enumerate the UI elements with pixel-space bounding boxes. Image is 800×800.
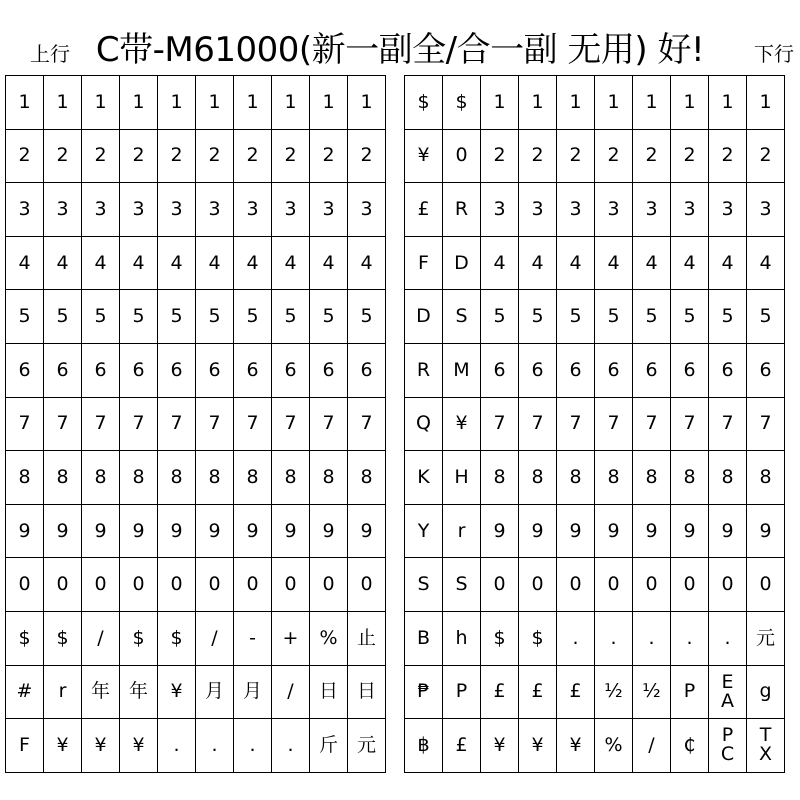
left-grid-cell: 8 [82, 451, 120, 505]
right-grid-cell: F [405, 236, 443, 290]
left-grid-cell: r [44, 665, 82, 719]
right-grid-cell: ½ [595, 665, 633, 719]
left-grid-row [6, 665, 386, 719]
right-grid-row [405, 183, 785, 237]
left-grid-cell: 9 [234, 504, 272, 558]
right-grid-cell: 2 [557, 129, 595, 183]
right-grid-cell: 7 [633, 397, 671, 451]
left-grid-cell: 元 [348, 719, 386, 773]
right-grid-cell: ฿ [405, 719, 443, 773]
right-grid-cell: 7 [557, 397, 595, 451]
right-grid-cell: 3 [747, 183, 785, 237]
right-grid-cell: 8 [747, 451, 785, 505]
right-grid-cell: 9 [747, 504, 785, 558]
left-grid-row [6, 290, 386, 344]
left-grid-cell: 5 [6, 290, 44, 344]
left-grid-cell: 斤 [310, 719, 348, 773]
left-grid-cell: 3 [348, 183, 386, 237]
left-grid-cell: 8 [348, 451, 386, 505]
right-grid-cell: 6 [557, 343, 595, 397]
right-grid-cell: 7 [519, 397, 557, 451]
left-grid-cell: 月 [196, 665, 234, 719]
left-grid-cell: 9 [6, 504, 44, 558]
left-grid-cell: 1 [120, 76, 158, 130]
left-grid-row [6, 451, 386, 505]
right-grid-cell: 元 [747, 611, 785, 665]
right-grid-cell: Q [405, 397, 443, 451]
left-grid-cell: 4 [310, 236, 348, 290]
right-grid-cell: $ [519, 611, 557, 665]
right-grid-cell: 3 [671, 183, 709, 237]
right-grid-row [405, 76, 785, 130]
up-label: 上行 [30, 42, 70, 66]
left-grid-cell: # [6, 665, 44, 719]
left-grid-cell: 7 [82, 397, 120, 451]
page-title: C带-M61000(新一副全/合一副 无用) 好! [95, 30, 705, 70]
left-grid-cell: 7 [196, 397, 234, 451]
right-grid-cell: 2 [519, 129, 557, 183]
right-grid-row [405, 451, 785, 505]
left-grid-cell: 5 [44, 290, 82, 344]
left-grid-cell: . [272, 719, 310, 773]
right-grid-cell: 0 [443, 129, 481, 183]
right-grid-cell: 2 [671, 129, 709, 183]
left-grid-cell: 9 [310, 504, 348, 558]
right-grid-cell: S [405, 558, 443, 612]
right-grid-row [405, 504, 785, 558]
left-grid-cell: 9 [120, 504, 158, 558]
right-grid-cell: 5 [595, 290, 633, 344]
left-grid-cell: 8 [120, 451, 158, 505]
right-grid-cell: 9 [519, 504, 557, 558]
right-grid-cell: 6 [709, 343, 747, 397]
left-grid-cell: 5 [196, 290, 234, 344]
right-grid-cell: £ [519, 665, 557, 719]
left-grid-cell: 8 [310, 451, 348, 505]
right-grid-cell: 2 [595, 129, 633, 183]
left-grid-cell: 2 [158, 129, 196, 183]
left-grid-cell: 8 [272, 451, 310, 505]
left-grid-row [6, 76, 386, 130]
right-grid-cell: 0 [633, 558, 671, 612]
right-grid-row [405, 236, 785, 290]
left-grid-cell: 2 [6, 129, 44, 183]
right-grid-cell: P [443, 665, 481, 719]
left-grid-cell: 6 [272, 343, 310, 397]
right-grid-cell: 5 [481, 290, 519, 344]
right-grid-cell: 4 [747, 236, 785, 290]
left-grid-cell: 0 [44, 558, 82, 612]
left-grid-cell: 8 [158, 451, 196, 505]
right-grid-cell: . [709, 611, 747, 665]
left-grid-cell: 2 [196, 129, 234, 183]
left-grid-cell: 5 [158, 290, 196, 344]
right-grid-cell: / [633, 719, 671, 773]
left-grid-cell: 8 [44, 451, 82, 505]
left-grid-cell: 5 [234, 290, 272, 344]
left-grid-cell: 1 [6, 76, 44, 130]
right-grid-cell: 6 [481, 343, 519, 397]
right-grid-cell: 5 [709, 290, 747, 344]
right-grid-cell: 6 [633, 343, 671, 397]
left-grid-cell: 2 [348, 129, 386, 183]
right-grid-cell: ¥ [405, 129, 443, 183]
right-grid-cell: 2 [709, 129, 747, 183]
left-grid-cell: 3 [272, 183, 310, 237]
right-grid-cell: 3 [633, 183, 671, 237]
left-grid-cell: 3 [82, 183, 120, 237]
right-grid-cell: 7 [671, 397, 709, 451]
left-grid-cell: 0 [348, 558, 386, 612]
left-grid-cell: 4 [348, 236, 386, 290]
left-grid-cell: $ [6, 611, 44, 665]
left-grid-cell: 0 [310, 558, 348, 612]
left-grid-cell: 9 [82, 504, 120, 558]
right-grid-cell: 9 [481, 504, 519, 558]
left-grid-cell: / [82, 611, 120, 665]
left-grid-cell: 6 [120, 343, 158, 397]
left-grid-cell: 3 [234, 183, 272, 237]
left-grid-row [6, 343, 386, 397]
left-grid-cell: 6 [348, 343, 386, 397]
left-grid-cell: $ [158, 611, 196, 665]
right-grid-cell: h [443, 611, 481, 665]
left-grid-cell: 4 [82, 236, 120, 290]
right-grid-cell: 4 [671, 236, 709, 290]
right-grid-cell: £ [443, 719, 481, 773]
right-grid-cell: 0 [671, 558, 709, 612]
right-grid-row [405, 719, 785, 773]
right-grid-cell: 3 [557, 183, 595, 237]
right-grid-cell: 3 [481, 183, 519, 237]
right-grid-cell: 6 [519, 343, 557, 397]
left-grid-cell: 3 [158, 183, 196, 237]
right-grid-cell: 5 [519, 290, 557, 344]
right-grid-cell: 1 [519, 76, 557, 130]
left-grid-cell: % [310, 611, 348, 665]
right-grid-cell: P C [709, 719, 747, 773]
right-grid-cell: 8 [709, 451, 747, 505]
right-grid-cell: E A [709, 665, 747, 719]
right-grid-row [405, 397, 785, 451]
right-grid-cell: ₵ [671, 719, 709, 773]
left-grid-cell: 月 [234, 665, 272, 719]
right-grid-cell: ₱ [405, 665, 443, 719]
right-grid-cell: . [671, 611, 709, 665]
left-grid-cell: 3 [120, 183, 158, 237]
right-grid-cell: £ [557, 665, 595, 719]
left-grid-cell: 4 [44, 236, 82, 290]
left-grid-cell: 0 [158, 558, 196, 612]
right-grid-cell: 9 [671, 504, 709, 558]
right-grid-row [405, 129, 785, 183]
right-grid-cell: ¥ [481, 719, 519, 773]
left-grid-cell: 3 [310, 183, 348, 237]
right-grid-cell: 9 [709, 504, 747, 558]
right-grid-cell: R [443, 183, 481, 237]
right-grid-cell: 0 [595, 558, 633, 612]
right-grid-cell: D [443, 236, 481, 290]
right-grid-cell: 3 [709, 183, 747, 237]
right-grid-cell: 7 [595, 397, 633, 451]
left-grid-cell: 4 [272, 236, 310, 290]
right-grid-cell: B [405, 611, 443, 665]
right-grid-cell: 2 [481, 129, 519, 183]
left-grid-cell: ¥ [158, 665, 196, 719]
right-grid-cell: ¥ [557, 719, 595, 773]
right-grid-cell: 2 [747, 129, 785, 183]
right-grid-cell: 7 [709, 397, 747, 451]
left-grid-cell: 5 [82, 290, 120, 344]
right-grid-cell: ¥ [443, 397, 481, 451]
left-grid-cell: - [234, 611, 272, 665]
left-grid-cell: 9 [196, 504, 234, 558]
left-grid-cell: 年 [82, 665, 120, 719]
left-grid-cell: 1 [82, 76, 120, 130]
right-grid-cell: K [405, 451, 443, 505]
left-grid-cell: 1 [44, 76, 82, 130]
right-grid-row [405, 290, 785, 344]
right-grid-cell: . [595, 611, 633, 665]
right-grid-cell: 9 [595, 504, 633, 558]
left-grid-cell: F [6, 719, 44, 773]
right-grid-cell: 8 [557, 451, 595, 505]
left-grid-cell: 6 [310, 343, 348, 397]
right-grid-cell: r [443, 504, 481, 558]
left-grid-row [6, 397, 386, 451]
left-grid-cell: 0 [234, 558, 272, 612]
right-grid-cell: P [671, 665, 709, 719]
left-grid-cell: $ [44, 611, 82, 665]
left-grid-cell: 5 [310, 290, 348, 344]
right-grid-cell: 1 [747, 76, 785, 130]
left-grid-cell: 1 [348, 76, 386, 130]
right-grid-cell: H [443, 451, 481, 505]
left-grid-cell: 7 [158, 397, 196, 451]
left-grid-row [6, 719, 386, 773]
left-grid-row [6, 236, 386, 290]
left-grid-cell: 6 [158, 343, 196, 397]
right-grid-cell: 3 [595, 183, 633, 237]
left-grid-cell: 9 [348, 504, 386, 558]
left-grid-cell: 9 [272, 504, 310, 558]
right-grid-cell: 2 [633, 129, 671, 183]
left-grid-cell: 5 [348, 290, 386, 344]
right-grid-cell: T X [747, 719, 785, 773]
left-grid-cell: 年 [120, 665, 158, 719]
left-grid-cell: 1 [158, 76, 196, 130]
left-grid-cell: 7 [272, 397, 310, 451]
left-grid-cell: 日 [310, 665, 348, 719]
left-grid-cell: 9 [158, 504, 196, 558]
right-grid-cell: 7 [481, 397, 519, 451]
left-grid-cell: 0 [82, 558, 120, 612]
right-grid-cell: 5 [747, 290, 785, 344]
left-grid-cell: 2 [272, 129, 310, 183]
right-grid-cell: 0 [519, 558, 557, 612]
left-grid-cell: 6 [44, 343, 82, 397]
right-grid-row [405, 611, 785, 665]
right-grid-cell: $ [481, 611, 519, 665]
left-grid-row [6, 611, 386, 665]
right-grid-cell: . [557, 611, 595, 665]
left-grid-cell: / [196, 611, 234, 665]
right-grid-row [405, 665, 785, 719]
left-grid-cell: 8 [234, 451, 272, 505]
left-grid-cell: 2 [234, 129, 272, 183]
right-grid-cell: 9 [633, 504, 671, 558]
right-grid-cell: £ [481, 665, 519, 719]
right-grid-cell: 8 [595, 451, 633, 505]
right-grid-cell: 1 [709, 76, 747, 130]
left-grid-cell: 7 [6, 397, 44, 451]
right-grid-cell: 0 [481, 558, 519, 612]
left-grid-cell: / [272, 665, 310, 719]
left-grid-cell: 2 [44, 129, 82, 183]
left-grid-cell: 4 [6, 236, 44, 290]
left-grid-cell: 7 [310, 397, 348, 451]
left-grid-cell: 3 [44, 183, 82, 237]
right-grid-cell: 9 [557, 504, 595, 558]
left-grid-cell: 8 [6, 451, 44, 505]
right-grid-cell: 1 [671, 76, 709, 130]
left-grid-cell: 6 [6, 343, 44, 397]
left-grid-cell: 6 [196, 343, 234, 397]
right-grid-cell: 5 [633, 290, 671, 344]
right-grid-cell: 4 [519, 236, 557, 290]
right-grid-row [405, 558, 785, 612]
left-grid-cell: ¥ [82, 719, 120, 773]
right-grid-cell: 4 [481, 236, 519, 290]
right-grid-cell: % [595, 719, 633, 773]
left-grid-cell: 4 [158, 236, 196, 290]
left-grid-cell: 9 [44, 504, 82, 558]
right-grid-cell: S [443, 290, 481, 344]
right-grid-cell: 6 [595, 343, 633, 397]
right-grid-cell: $ [405, 76, 443, 130]
left-grid-cell: 7 [234, 397, 272, 451]
right-grid-cell: 1 [595, 76, 633, 130]
left-grid-cell: 7 [120, 397, 158, 451]
left-grid-cell: 0 [196, 558, 234, 612]
right-grid-cell: 5 [557, 290, 595, 344]
right-grid-cell: 4 [595, 236, 633, 290]
left-grid-cell: 3 [6, 183, 44, 237]
right-grid-cell: 6 [671, 343, 709, 397]
right-grid-cell: 1 [633, 76, 671, 130]
left-grid-cell: 0 [120, 558, 158, 612]
left-grid-cell: . [234, 719, 272, 773]
left-grid-cell: 6 [234, 343, 272, 397]
right-grid-cell: £ [405, 183, 443, 237]
right-grid-cell: g [747, 665, 785, 719]
right-grid-cell: 1 [557, 76, 595, 130]
right-grid-cell: ¥ [519, 719, 557, 773]
left-grid-cell: 5 [120, 290, 158, 344]
right-grid-cell: 4 [557, 236, 595, 290]
left-grid-row [6, 504, 386, 558]
left-grid-cell: 2 [120, 129, 158, 183]
left-grid-cell: 8 [196, 451, 234, 505]
right-character-grid [404, 75, 785, 773]
right-grid-cell: 8 [481, 451, 519, 505]
right-grid-cell: D [405, 290, 443, 344]
left-grid-cell: . [196, 719, 234, 773]
left-grid-cell: ¥ [120, 719, 158, 773]
left-grid-cell: . [158, 719, 196, 773]
left-grid-cell: 止 [348, 611, 386, 665]
right-grid-cell: 8 [671, 451, 709, 505]
left-grid-cell: 1 [234, 76, 272, 130]
left-grid-cell: ¥ [44, 719, 82, 773]
left-grid-cell: 0 [6, 558, 44, 612]
right-grid-cell: 8 [633, 451, 671, 505]
left-grid-cell: 0 [272, 558, 310, 612]
right-grid-cell: 1 [481, 76, 519, 130]
right-grid-row [405, 343, 785, 397]
right-grid-cell: . [633, 611, 671, 665]
left-grid-cell: 4 [234, 236, 272, 290]
right-grid-cell: Y [405, 504, 443, 558]
right-grid-cell: M [443, 343, 481, 397]
left-grid-cell: 4 [196, 236, 234, 290]
right-grid-cell: 3 [519, 183, 557, 237]
right-grid-cell: ½ [633, 665, 671, 719]
left-grid-cell: 7 [44, 397, 82, 451]
right-grid-cell: 4 [709, 236, 747, 290]
right-grid-cell: R [405, 343, 443, 397]
right-grid-cell: S [443, 558, 481, 612]
header [0, 0, 800, 80]
left-grid-row [6, 183, 386, 237]
right-grid-cell: 0 [709, 558, 747, 612]
left-grid-cell: 6 [82, 343, 120, 397]
right-grid-cell: 8 [519, 451, 557, 505]
left-grid-cell: 7 [348, 397, 386, 451]
left-grid-cell: 5 [272, 290, 310, 344]
down-label: 下行 [754, 42, 794, 66]
left-grid-cell: 1 [196, 76, 234, 130]
left-grid-cell: 2 [82, 129, 120, 183]
right-grid-cell: 7 [747, 397, 785, 451]
right-grid-cell: 4 [633, 236, 671, 290]
left-grid-row [6, 129, 386, 183]
right-grid-cell: 5 [671, 290, 709, 344]
left-grid-cell: 日 [348, 665, 386, 719]
left-grid-cell: + [272, 611, 310, 665]
left-grid-cell: $ [120, 611, 158, 665]
right-grid-cell: 0 [747, 558, 785, 612]
right-grid-cell: $ [443, 76, 481, 130]
left-grid-cell: 1 [310, 76, 348, 130]
left-grid-cell: 4 [120, 236, 158, 290]
left-grid-cell: 1 [272, 76, 310, 130]
right-grid-cell: 0 [557, 558, 595, 612]
right-grid-cell: 6 [747, 343, 785, 397]
left-grid-cell: 2 [310, 129, 348, 183]
left-grid-row [6, 558, 386, 612]
left-grid-cell: 3 [196, 183, 234, 237]
left-character-grid [5, 75, 386, 773]
